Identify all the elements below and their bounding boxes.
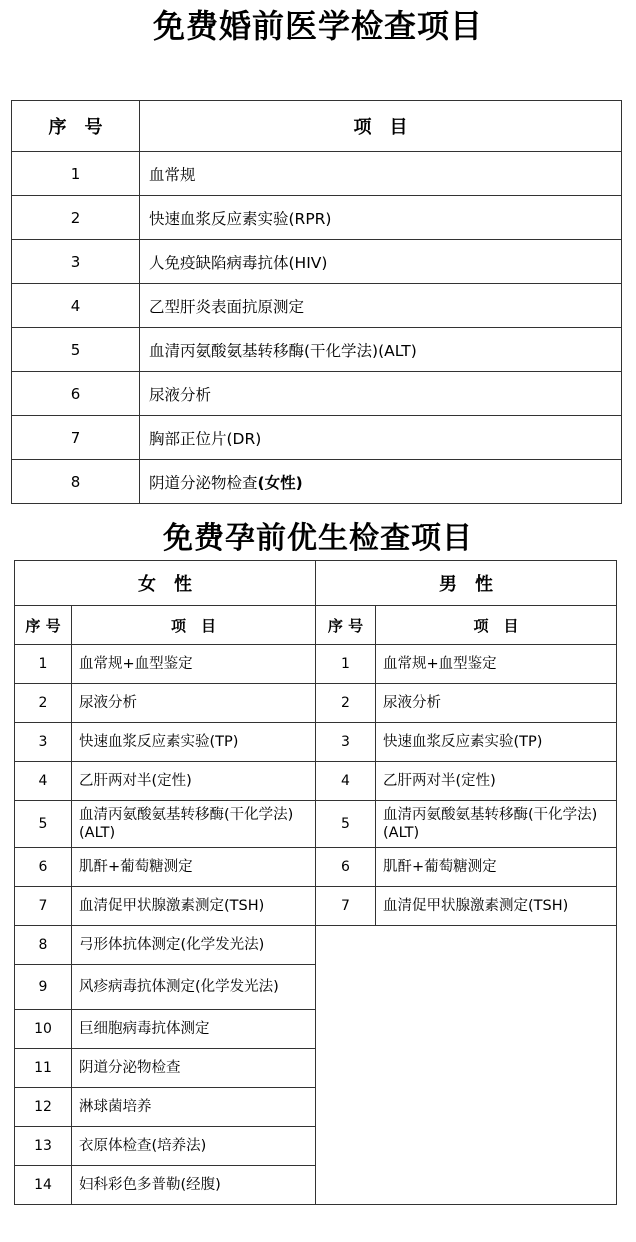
row-item: 血常规 bbox=[140, 152, 622, 196]
row-item: 血清丙氨酸氨基转移酶(干化学法)(ALT) bbox=[140, 328, 622, 372]
table-header-row bbox=[12, 101, 622, 152]
row-item: 人免疫缺陷病毒抗体(HIV) bbox=[140, 240, 622, 284]
table-row bbox=[12, 152, 622, 196]
female-row-item: 巨细胞病毒抗体测定 bbox=[72, 1010, 316, 1049]
table-row bbox=[15, 801, 617, 848]
male-seq-header: 序 号 bbox=[316, 606, 376, 645]
table-row bbox=[15, 965, 617, 1010]
row-number: 1 bbox=[12, 152, 140, 196]
row-item: 胸部正位片(DR) bbox=[140, 416, 622, 460]
male-row-number: 6 bbox=[316, 848, 376, 887]
female-row-item: 乙肝两对半(定性) bbox=[72, 762, 316, 801]
female-row-item: 阴道分泌物检查 bbox=[72, 1049, 316, 1088]
table-row bbox=[15, 762, 617, 801]
empty-area bbox=[316, 1166, 617, 1205]
table-row bbox=[15, 645, 617, 684]
female-row-number: 12 bbox=[15, 1088, 72, 1127]
male-row-number: 4 bbox=[316, 762, 376, 801]
table-row bbox=[12, 416, 622, 460]
male-row-item: 尿液分析 bbox=[376, 684, 617, 723]
empty-area bbox=[316, 1010, 617, 1049]
row-item-gender-note: (女性) bbox=[257, 473, 303, 492]
table-row bbox=[15, 926, 617, 965]
table-row bbox=[12, 328, 622, 372]
male-row-number: 7 bbox=[316, 887, 376, 926]
female-header: 女 性 bbox=[15, 561, 316, 606]
male-row-number: 5 bbox=[316, 801, 376, 848]
table-row bbox=[12, 284, 622, 328]
row-item: 乙型肝炎表面抗原测定 bbox=[140, 284, 622, 328]
row-item: 阴道分泌物检查 bbox=[149, 473, 258, 492]
female-row-item: 衣原体检查(培养法) bbox=[72, 1127, 316, 1166]
row-number: 2 bbox=[12, 196, 140, 240]
table-row bbox=[15, 1166, 617, 1205]
female-row-number: 11 bbox=[15, 1049, 72, 1088]
male-row-item: 乙肝两对半(定性) bbox=[376, 762, 617, 801]
female-row-number: 9 bbox=[15, 965, 72, 1010]
row-number: 5 bbox=[12, 328, 140, 372]
marriage-exam-table bbox=[11, 100, 622, 504]
female-row-item: 肌酐+葡萄糖测定 bbox=[72, 848, 316, 887]
female-row-item: 妇科彩色多普勒(经腹) bbox=[72, 1166, 316, 1205]
female-seq-header: 序 号 bbox=[15, 606, 72, 645]
table-row bbox=[15, 1010, 617, 1049]
pregnancy-exam-table bbox=[14, 560, 617, 1205]
table-row bbox=[12, 372, 622, 416]
female-row-item: 快速血浆反应素实验(TP) bbox=[72, 723, 316, 762]
male-row-item: 肌酐+葡萄糖测定 bbox=[376, 848, 617, 887]
gender-header-row bbox=[15, 561, 617, 606]
female-row-number: 8 bbox=[15, 926, 72, 965]
female-row-number: 3 bbox=[15, 723, 72, 762]
marriage-exam-title: 免费婚前医学检查项目 bbox=[152, 7, 483, 45]
male-row-item: 血清丙氨酸氨基转移酶(干化学法)(ALT) bbox=[376, 801, 617, 848]
female-row-number: 4 bbox=[15, 762, 72, 801]
empty-area bbox=[316, 926, 617, 965]
female-row-item: 尿液分析 bbox=[72, 684, 316, 723]
male-row-number: 3 bbox=[316, 723, 376, 762]
male-row-number: 2 bbox=[316, 684, 376, 723]
male-row-item: 血清促甲状腺激素测定(TSH) bbox=[376, 887, 617, 926]
female-row-item: 弓形体抗体测定(化学发光法) bbox=[72, 926, 316, 965]
seq-header: 序 号 bbox=[12, 101, 140, 152]
item-header: 项 目 bbox=[140, 101, 622, 152]
empty-area bbox=[316, 1088, 617, 1127]
table-row bbox=[15, 887, 617, 926]
row-item-cell bbox=[140, 460, 622, 504]
row-item: 尿液分析 bbox=[140, 372, 622, 416]
pregnancy-exam-title: 免费孕前优生检查项目 bbox=[163, 521, 473, 556]
female-row-number: 1 bbox=[15, 645, 72, 684]
female-row-item: 风疹病毒抗体测定(化学发光法) bbox=[72, 965, 316, 1010]
table-row bbox=[12, 196, 622, 240]
table-row bbox=[15, 848, 617, 887]
table-row bbox=[15, 1127, 617, 1166]
table-row bbox=[15, 1049, 617, 1088]
female-row-number: 6 bbox=[15, 848, 72, 887]
male-header: 男 性 bbox=[316, 561, 617, 606]
female-row-number: 5 bbox=[15, 801, 72, 848]
female-row-item: 血清促甲状腺激素测定(TSH) bbox=[72, 887, 316, 926]
table-row bbox=[15, 684, 617, 723]
table-row bbox=[15, 1088, 617, 1127]
row-number: 6 bbox=[12, 372, 140, 416]
female-row-number: 10 bbox=[15, 1010, 72, 1049]
female-row-number: 2 bbox=[15, 684, 72, 723]
row-item: 快速血浆反应素实验(RPR) bbox=[140, 196, 622, 240]
male-row-item: 血常规+血型鉴定 bbox=[376, 645, 617, 684]
row-number: 8 bbox=[12, 460, 140, 504]
sub-header-row bbox=[15, 606, 617, 645]
female-row-number: 7 bbox=[15, 887, 72, 926]
table-row bbox=[12, 460, 622, 504]
female-item-header: 项 目 bbox=[72, 606, 316, 645]
table-row bbox=[15, 723, 617, 762]
female-row-item: 血常规+血型鉴定 bbox=[72, 645, 316, 684]
empty-area bbox=[316, 1127, 617, 1166]
male-item-header: 项 目 bbox=[376, 606, 617, 645]
female-row-number: 14 bbox=[15, 1166, 72, 1205]
female-row-item: 淋球菌培养 bbox=[72, 1088, 316, 1127]
female-row-item: 血清丙氨酸氨基转移酶(干化学法)(ALT) bbox=[72, 801, 316, 848]
male-row-number: 1 bbox=[316, 645, 376, 684]
row-number: 7 bbox=[12, 416, 140, 460]
row-number: 3 bbox=[12, 240, 140, 284]
empty-area bbox=[316, 965, 617, 1010]
male-row-item: 快速血浆反应素实验(TP) bbox=[376, 723, 617, 762]
empty-area bbox=[316, 1049, 617, 1088]
row-number: 4 bbox=[12, 284, 140, 328]
female-row-number: 13 bbox=[15, 1127, 72, 1166]
table-row bbox=[12, 240, 622, 284]
